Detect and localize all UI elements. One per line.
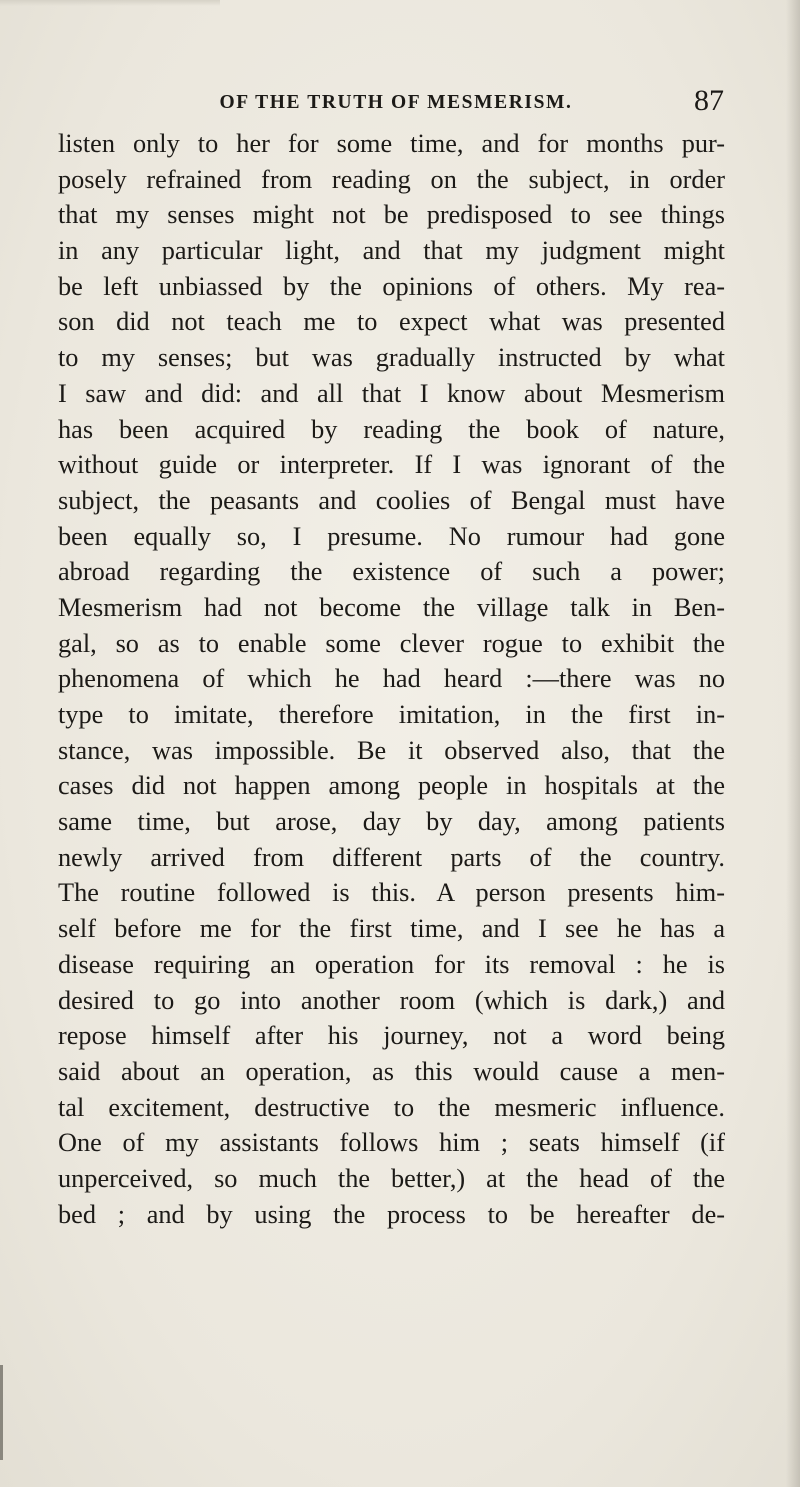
running-title: OF THE TRUTH OF MESMERISM.: [219, 92, 573, 113]
text-line-24: disease requiring an operation for its removal : he is: [58, 949, 725, 979]
text-line-6: son did not teach me to expect what was presented: [58, 307, 725, 337]
text-line-4: in any particular light, and that my judgment might: [58, 236, 725, 266]
text-line-21: newly arrived from different parts of the country.: [58, 842, 725, 872]
text-line-8: I saw and did: and all that I know about Mesmerism: [58, 378, 725, 408]
text-line-10: without guide or interpreter. If I was ignorant of the: [58, 450, 725, 480]
page-gutter-shadow: [786, 0, 800, 1487]
text-line-29: One of my assistants follows him ; seats himself (if: [58, 1128, 725, 1158]
text-line-5: be left unbiassed by the opinions of others. My rea-: [58, 271, 725, 301]
text-line-28: tal excitement, destructive to the mesmeric influence.: [58, 1092, 725, 1122]
text-line-1: listen only to her for some time, and for months pur-: [58, 129, 725, 158]
text-line-15: gal, so as to enable some clever rogue to exhibit the: [58, 628, 725, 658]
page-top-edge: [0, 0, 220, 6]
text-line-13: abroad regarding the existence of such a power;: [58, 557, 725, 587]
text-line-2: posely refrained from reading on the subject, in order: [58, 164, 725, 194]
text-line-18: stance, was impossible. Be it observed also, that the: [58, 735, 725, 765]
text-line-14: Mesmerism had not become the village talk in Ben-: [58, 592, 725, 622]
text-line-22: The routine followed is this. A person presents him-: [58, 878, 725, 908]
text-line-26: repose himself after his journey, not a word being: [58, 1021, 725, 1051]
text-line-25: desired to go into another room (which is dark,) and: [58, 985, 725, 1015]
text-line-11: subject, the peasants and coolies of Bengal must have: [58, 485, 725, 515]
body-text: [58, 126, 725, 1232]
text-line-3: that my senses might not be predisposed to see things: [58, 200, 725, 230]
text-line-12: been equally so, I presume. No rumour had gone: [58, 521, 725, 551]
page-left-edge-mark: [0, 1365, 3, 1460]
page-number: 87: [694, 84, 724, 117]
text-line-23: self before me for the first time, and I see he has a: [58, 914, 725, 944]
text-line-30: unperceived, so much the better,) at the head of the: [58, 1163, 725, 1193]
text-line-31: bed ; and by using the process to be hereafter de-: [58, 1199, 725, 1229]
text-line-16: phenomena of which he had heard :—there was no: [58, 664, 725, 694]
text-line-20: same time, but arose, day by day, among patients: [58, 807, 725, 837]
text-line-17: type to imitate, therefore imitation, in the first in-: [58, 700, 725, 729]
running-head: [0, 86, 800, 120]
text-line-27: said about an operation, as this would cause a men-: [58, 1056, 725, 1086]
text-line-19: cases did not happen among people in hospitals at the: [58, 771, 725, 801]
text-line-7: to my senses; but was gradually instructed by what: [58, 343, 725, 373]
text-line-9: has been acquired by reading the book of nature,: [58, 414, 725, 444]
